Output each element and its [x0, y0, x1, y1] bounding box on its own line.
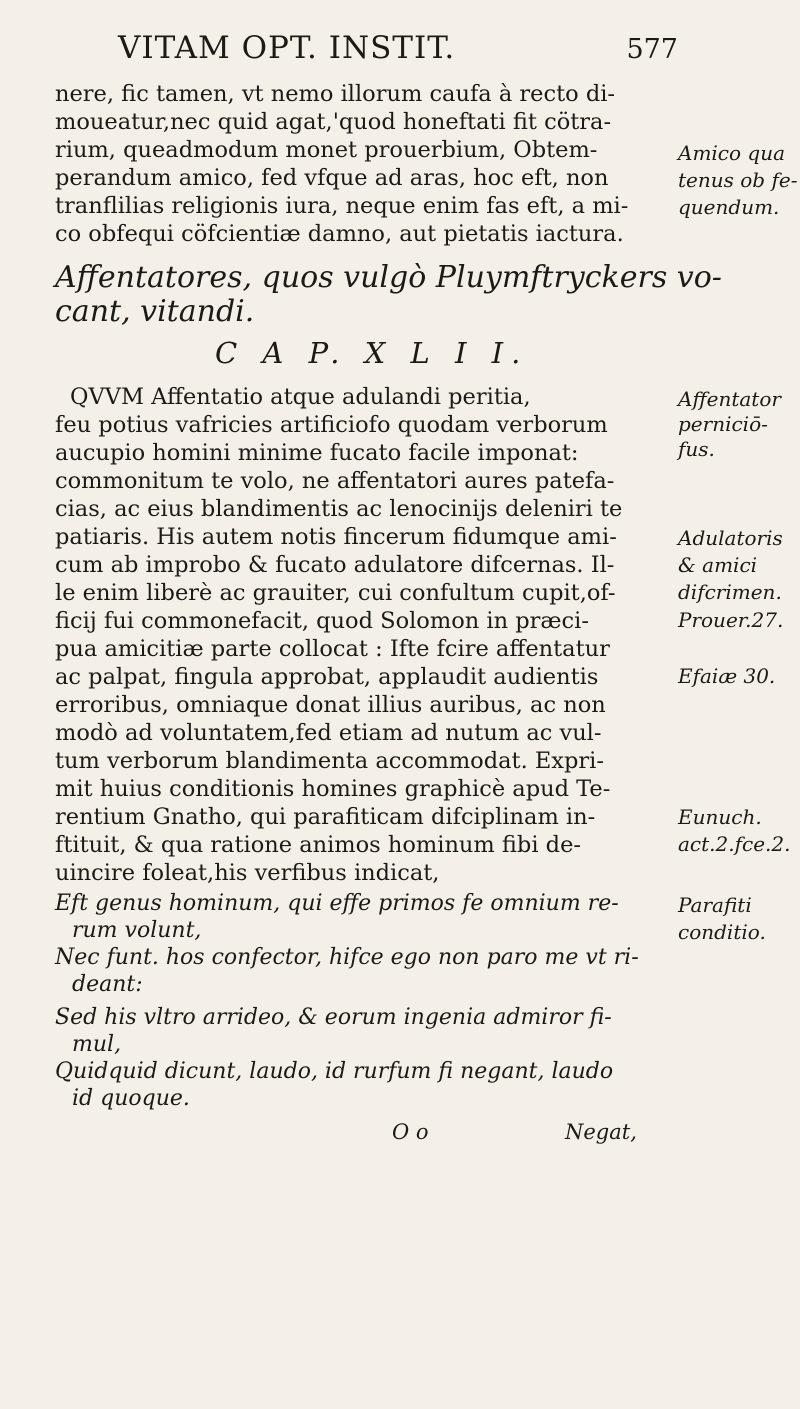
text-line: patiaris. His autem notis fincerum fidumque ami- [55, 524, 617, 550]
text-line: modò ad voluntatem,fed etiam ad nutum ac vul- [55, 720, 602, 746]
text-line: perandum amico, fed vfque ad aras, hoc eft, non [55, 165, 609, 191]
signature-mark: O o [392, 1120, 429, 1144]
text-line: rentium Gnatho, qui parafiticam difciplinam in- [55, 804, 596, 830]
verse-line: Eft genus hominum, qui effe primos fe omnium re- [55, 891, 619, 916]
margin-note: Affentator [678, 387, 781, 411]
text-line: aucupio homini minime fucato facile imponat: [55, 440, 579, 466]
margin-note: quendum. [678, 195, 780, 219]
margin-note: Prouer.27. [678, 608, 784, 632]
text-line: pua amicitiæ parte collocat : Ifte fcire affentatur [55, 636, 610, 662]
running-header [118, 30, 678, 70]
text-line: cum ab improbo & fucato adulatore difcernas. Il- [55, 552, 615, 578]
margin-note: Parafiti [678, 893, 752, 917]
margin-note: Amico qua [678, 141, 786, 165]
text-line: QVVM Affentatio atque adulandi peritia, [70, 384, 531, 410]
verse-line: deant: [72, 972, 143, 997]
margin-note: Efaiæ 30. [678, 664, 776, 688]
text-line: nere, fic tamen, vt nemo illorum caufa à recto di- [55, 81, 616, 107]
verse-line: mul, [72, 1032, 122, 1057]
text-line: co obfequi cöfcientiæ damno, aut pietatis iactura. [55, 221, 624, 247]
text-line: erroribus, omniaque donat illius auribus, ac non [55, 692, 606, 718]
margin-note: perniciō- [678, 412, 768, 436]
margin-note: fus. [678, 437, 715, 461]
margin-note: act.2.fce.2. [678, 832, 791, 856]
verse-line: Nec funt. hos confector, hifce ego non paro me vt ri- [55, 945, 639, 970]
text-line: ac palpat, fingula approbat, applaudit audientis [55, 664, 599, 690]
running-title: VITAM OPT. INSTIT. [118, 30, 456, 66]
page-number: 577 [626, 34, 678, 65]
catchword: Negat, [565, 1120, 637, 1144]
text-line: ftituit, & qua ratione animos hominum fibi de- [55, 832, 581, 858]
section-heading: Affentatores, quos vulgò Pluymftryckers vo- [55, 260, 722, 295]
text-line: tranflilias religionis iura, neque enim fas eft, a mi- [55, 193, 629, 219]
margin-note: Adulatoris [678, 526, 783, 550]
verse-line: rum volunt, [72, 918, 202, 943]
verse-line: id quoque. [72, 1086, 190, 1111]
text-line: tum verborum blandimenta accommodat. Expri- [55, 748, 604, 774]
margin-note: difcrimen. [678, 580, 782, 604]
margin-note: tenus ob fe- [678, 168, 798, 192]
text-line: ficij fui commonefacit, quod Solomon in præci- [55, 608, 589, 634]
text-line: le enim liberè ac grauiter, cui confultum cupit,of- [55, 580, 616, 606]
text-line: commonitum te volo, ne affentatori aures patefa- [55, 468, 615, 494]
margin-note: conditio. [678, 920, 766, 944]
section-heading: cant, vitandi. [55, 294, 255, 329]
chapter-heading: C A P. X L I I. [215, 336, 529, 370]
text-line: mit huius conditionis homines graphicè apud Te- [55, 776, 611, 802]
verse-line: Sed his vltro arrideo, & eorum ingenia admiror fi- [55, 1005, 612, 1030]
text-line: uincire foleat,his verfibus indicat, [55, 860, 440, 886]
verse-line: Quidquid dicunt, laudo, id rurfum fi negant, laudo [55, 1059, 614, 1084]
text-line: feu potius vafricies artificiofo quodam verborum [55, 412, 608, 438]
text-line: rium, queadmodum monet prouerbium, Obtem- [55, 137, 598, 163]
margin-note: & amici [678, 553, 758, 577]
margin-note: Eunuch. [678, 805, 762, 829]
text-line: moueatur,nec quid agat,'quod honeftati fit cötra- [55, 109, 612, 135]
text-line: cias, ac eius blandimentis ac lenocinijs deleniri te [55, 496, 623, 522]
